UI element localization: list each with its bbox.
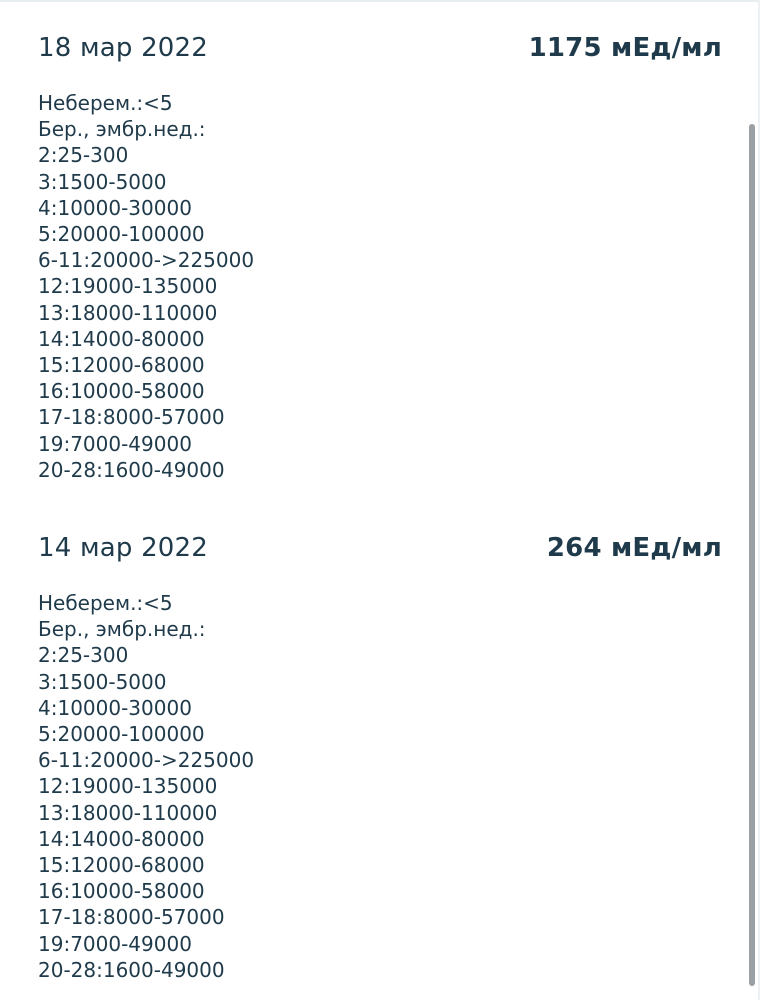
- reference-line: 17-18:8000-57000: [38, 905, 225, 930]
- scrollbar-thumb[interactable]: [749, 124, 755, 986]
- result-date: 14 мар 2022: [38, 533, 209, 563]
- result-card[interactable]: [38, 530, 722, 1000]
- reference-line: 16:10000-58000: [38, 879, 205, 904]
- reference-line: 12:19000-135000: [38, 274, 218, 299]
- reference-line: 20-28:1600-49000: [38, 457, 225, 482]
- reference-line: 3:1500-5000: [38, 669, 167, 694]
- result-date: 18 мар 2022: [38, 33, 209, 63]
- reference-line: 15:12000-68000: [38, 853, 205, 878]
- result-value: 1175 мЕд/мл: [528, 33, 722, 63]
- reference-line: Бер., эмбр.нед.:: [38, 617, 206, 642]
- result-card-header: [38, 530, 722, 570]
- result-card-header: [38, 30, 722, 70]
- reference-line: 16:10000-58000: [38, 379, 205, 404]
- reference-line: 13:18000-110000: [38, 300, 218, 325]
- reference-line: 4:10000-30000: [38, 695, 192, 720]
- reference-line: Неберем.:<5: [38, 591, 173, 615]
- reference-line: 4:10000-30000: [38, 195, 192, 220]
- reference-line: Неберем.:<5: [38, 91, 173, 115]
- reference-line: 13:18000-110000: [38, 800, 218, 825]
- result-card[interactable]: [38, 30, 722, 530]
- reference-line: 12:19000-135000: [38, 774, 218, 799]
- reference-line: 3:1500-5000: [38, 169, 167, 194]
- reference-line: 5:20000-100000: [38, 222, 205, 247]
- reference-line: 5:20000-100000: [38, 722, 205, 747]
- reference-line: 17-18:8000-57000: [38, 405, 225, 430]
- reference-line: 2:25-300: [38, 143, 129, 168]
- reference-line: 6-11:20000->225000: [38, 248, 255, 273]
- reference-line: 14:14000-80000: [38, 826, 205, 851]
- reference-line: 19:7000-49000: [38, 931, 192, 956]
- reference-line: Бер., эмбр.нед.:: [38, 117, 206, 142]
- reference-line: 2:25-300: [38, 643, 129, 668]
- reference-line: 14:14000-80000: [38, 326, 205, 351]
- reference-line: 19:7000-49000: [38, 431, 192, 456]
- result-list[interactable]: [38, 30, 722, 1000]
- result-value: 264 мЕд/мл: [546, 533, 722, 563]
- reference-line: 6-11:20000->225000: [38, 748, 255, 773]
- reference-ranges: [38, 590, 722, 983]
- reference-line: 15:12000-68000: [38, 353, 205, 378]
- reference-line: 20-28:1600-49000: [38, 957, 225, 982]
- top-divider: [0, 0, 760, 2]
- reference-ranges: [38, 90, 722, 483]
